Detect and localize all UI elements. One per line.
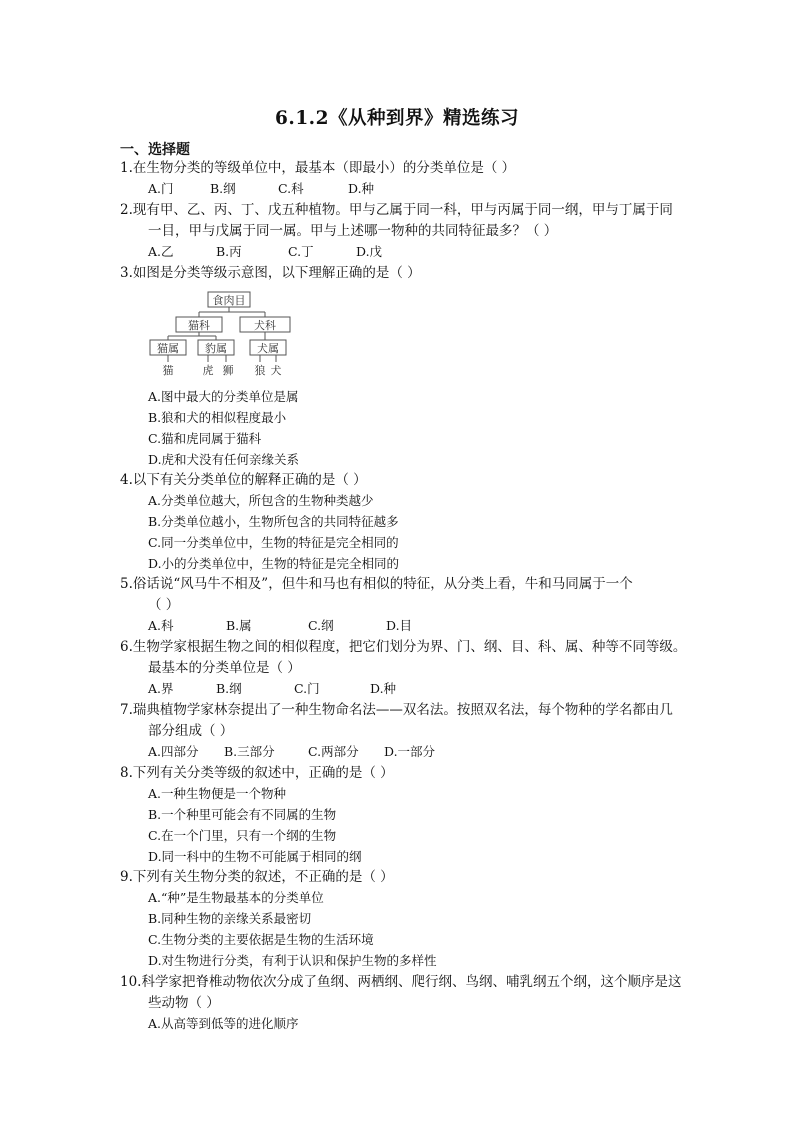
option[interactable]: B.属: [226, 618, 252, 633]
diagram-family: 猫科: [188, 319, 210, 332]
option[interactable]: B.丙: [216, 244, 242, 259]
diagram-species: 猫: [162, 364, 174, 377]
option[interactable]: C.生物分类的主要依据是生物的生活环境: [148, 932, 374, 947]
option[interactable]: A.分类单位越大，所包含的生物种类越少: [148, 493, 374, 508]
option[interactable]: A.界: [148, 681, 174, 696]
question-3: 3.如图是分类等级示意图，以下理解正确的是（ ）: [120, 265, 421, 281]
question-6: 6.生物学家根据生物之间的相似程度，把它们划分为界、门、纲、目、科、属、种等不同等级。: [120, 639, 687, 655]
question-1: 1.在生物分类的等级单位中，最基本（即最小）的分类单位是（ ）: [120, 160, 516, 176]
option[interactable]: C.门: [294, 681, 320, 696]
question-5: 5.俗话说“风马牛不相及”，但牛和马也有相似的特征，从分类上看，牛和马同属于一个: [120, 576, 633, 592]
option[interactable]: A.门: [148, 181, 174, 196]
option[interactable]: C.丁: [288, 244, 314, 259]
question-10-line-2: 些动物（ ）: [148, 995, 220, 1011]
option[interactable]: A.乙: [148, 244, 174, 259]
option[interactable]: C.同一分类单位中，生物的特征是完全相同的: [148, 535, 399, 550]
option[interactable]: D.种: [370, 681, 397, 696]
question-2: 2.现有甲、乙、丙、丁、戊五种植物。甲与乙属于同一科，甲与丙属于同一纲，甲与丁属于同: [120, 202, 673, 218]
question-6-line-2: 最基本的分类单位是（ ）: [148, 660, 301, 676]
option[interactable]: D.一部分: [384, 744, 436, 759]
option[interactable]: C.纲: [308, 618, 334, 633]
diagram-genus: 犬属: [257, 342, 279, 355]
section-heading: 一、选择题: [120, 142, 190, 158]
document-title: 6.1.2《从种到界》精选练习: [275, 108, 519, 129]
diagram-species: 狮: [222, 364, 234, 377]
option[interactable]: B.纲: [216, 681, 242, 696]
diagram-species: 虎: [202, 364, 214, 377]
question-7-line-2: 部分组成（ ）: [148, 723, 234, 739]
option[interactable]: C.在一个门里，只有一个纲的生物: [148, 828, 337, 843]
option[interactable]: A.四部分: [148, 744, 199, 759]
diagram-species: 犬: [270, 364, 282, 377]
diagram-genus: 猫属: [157, 342, 179, 355]
option[interactable]: A.图中最大的分类单位是属: [148, 389, 299, 404]
question-8: 8.下列有关分类等级的叙述中，正确的是（ ）: [120, 765, 394, 781]
option[interactable]: D.小的分类单位中，生物的特征是完全相同的: [148, 556, 400, 571]
option[interactable]: C.猫和虎同属于猫科: [148, 431, 262, 446]
option[interactable]: A.从高等到低等的进化顺序: [148, 1016, 299, 1031]
diagram-genus: 豹属: [205, 342, 227, 355]
classification-diagram: [148, 290, 298, 380]
question-5-line-2: （ ）: [148, 597, 180, 613]
option[interactable]: D.同一科中的生物不可能属于相同的纲: [148, 849, 362, 864]
option[interactable]: C.两部分: [308, 744, 359, 759]
diagram-order: 食肉目: [212, 294, 246, 307]
option[interactable]: D.目: [386, 618, 413, 633]
option[interactable]: D.种: [348, 181, 375, 196]
option[interactable]: B.纲: [210, 181, 236, 196]
option[interactable]: B.分类单位越小，生物所包含的共同特征越多: [148, 514, 399, 529]
question-10: 10.科学家把脊椎动物依次分成了鱼纲、两栖纲、爬行纲、鸟纲、哺乳纲五个纲，这个顺序是这: [120, 974, 682, 990]
question-7: 7.瑞典植物学家林奈提出了一种生物命名法——双名法。按照双名法，每个物种的学名都由几: [120, 702, 673, 718]
option[interactable]: A.一种生物便是一个物种: [148, 786, 287, 801]
option[interactable]: B.三部分: [224, 744, 275, 759]
option[interactable]: B.狼和犬的相似程度最小: [148, 410, 287, 425]
option[interactable]: A.科: [148, 618, 174, 633]
diagram-family: 犬科: [254, 319, 276, 332]
question-9: 9.下列有关生物分类的叙述，不正确的是（ ）: [120, 869, 394, 885]
option[interactable]: D.虎和犬没有任何亲缘关系: [148, 452, 300, 467]
option[interactable]: A.“种”是生物最基本的分类单位: [148, 890, 324, 905]
question-4: 4.以下有关分类单位的解释正确的是（ ）: [120, 472, 367, 488]
diagram-species: 狼: [254, 364, 266, 377]
option[interactable]: B.同种生物的亲缘关系最密切: [148, 911, 312, 926]
option[interactable]: D.戊: [356, 244, 383, 259]
option[interactable]: B.一个种里可能会有不同属的生物: [148, 807, 337, 822]
option[interactable]: C.科: [278, 181, 304, 196]
question-2-line-2: 一目，甲与戊属于同一属。甲与上述哪一物种的共同特征最多？（ ）: [148, 223, 558, 239]
option[interactable]: D.对生物进行分类，有利于认识和保护生物的多样性: [148, 953, 437, 968]
